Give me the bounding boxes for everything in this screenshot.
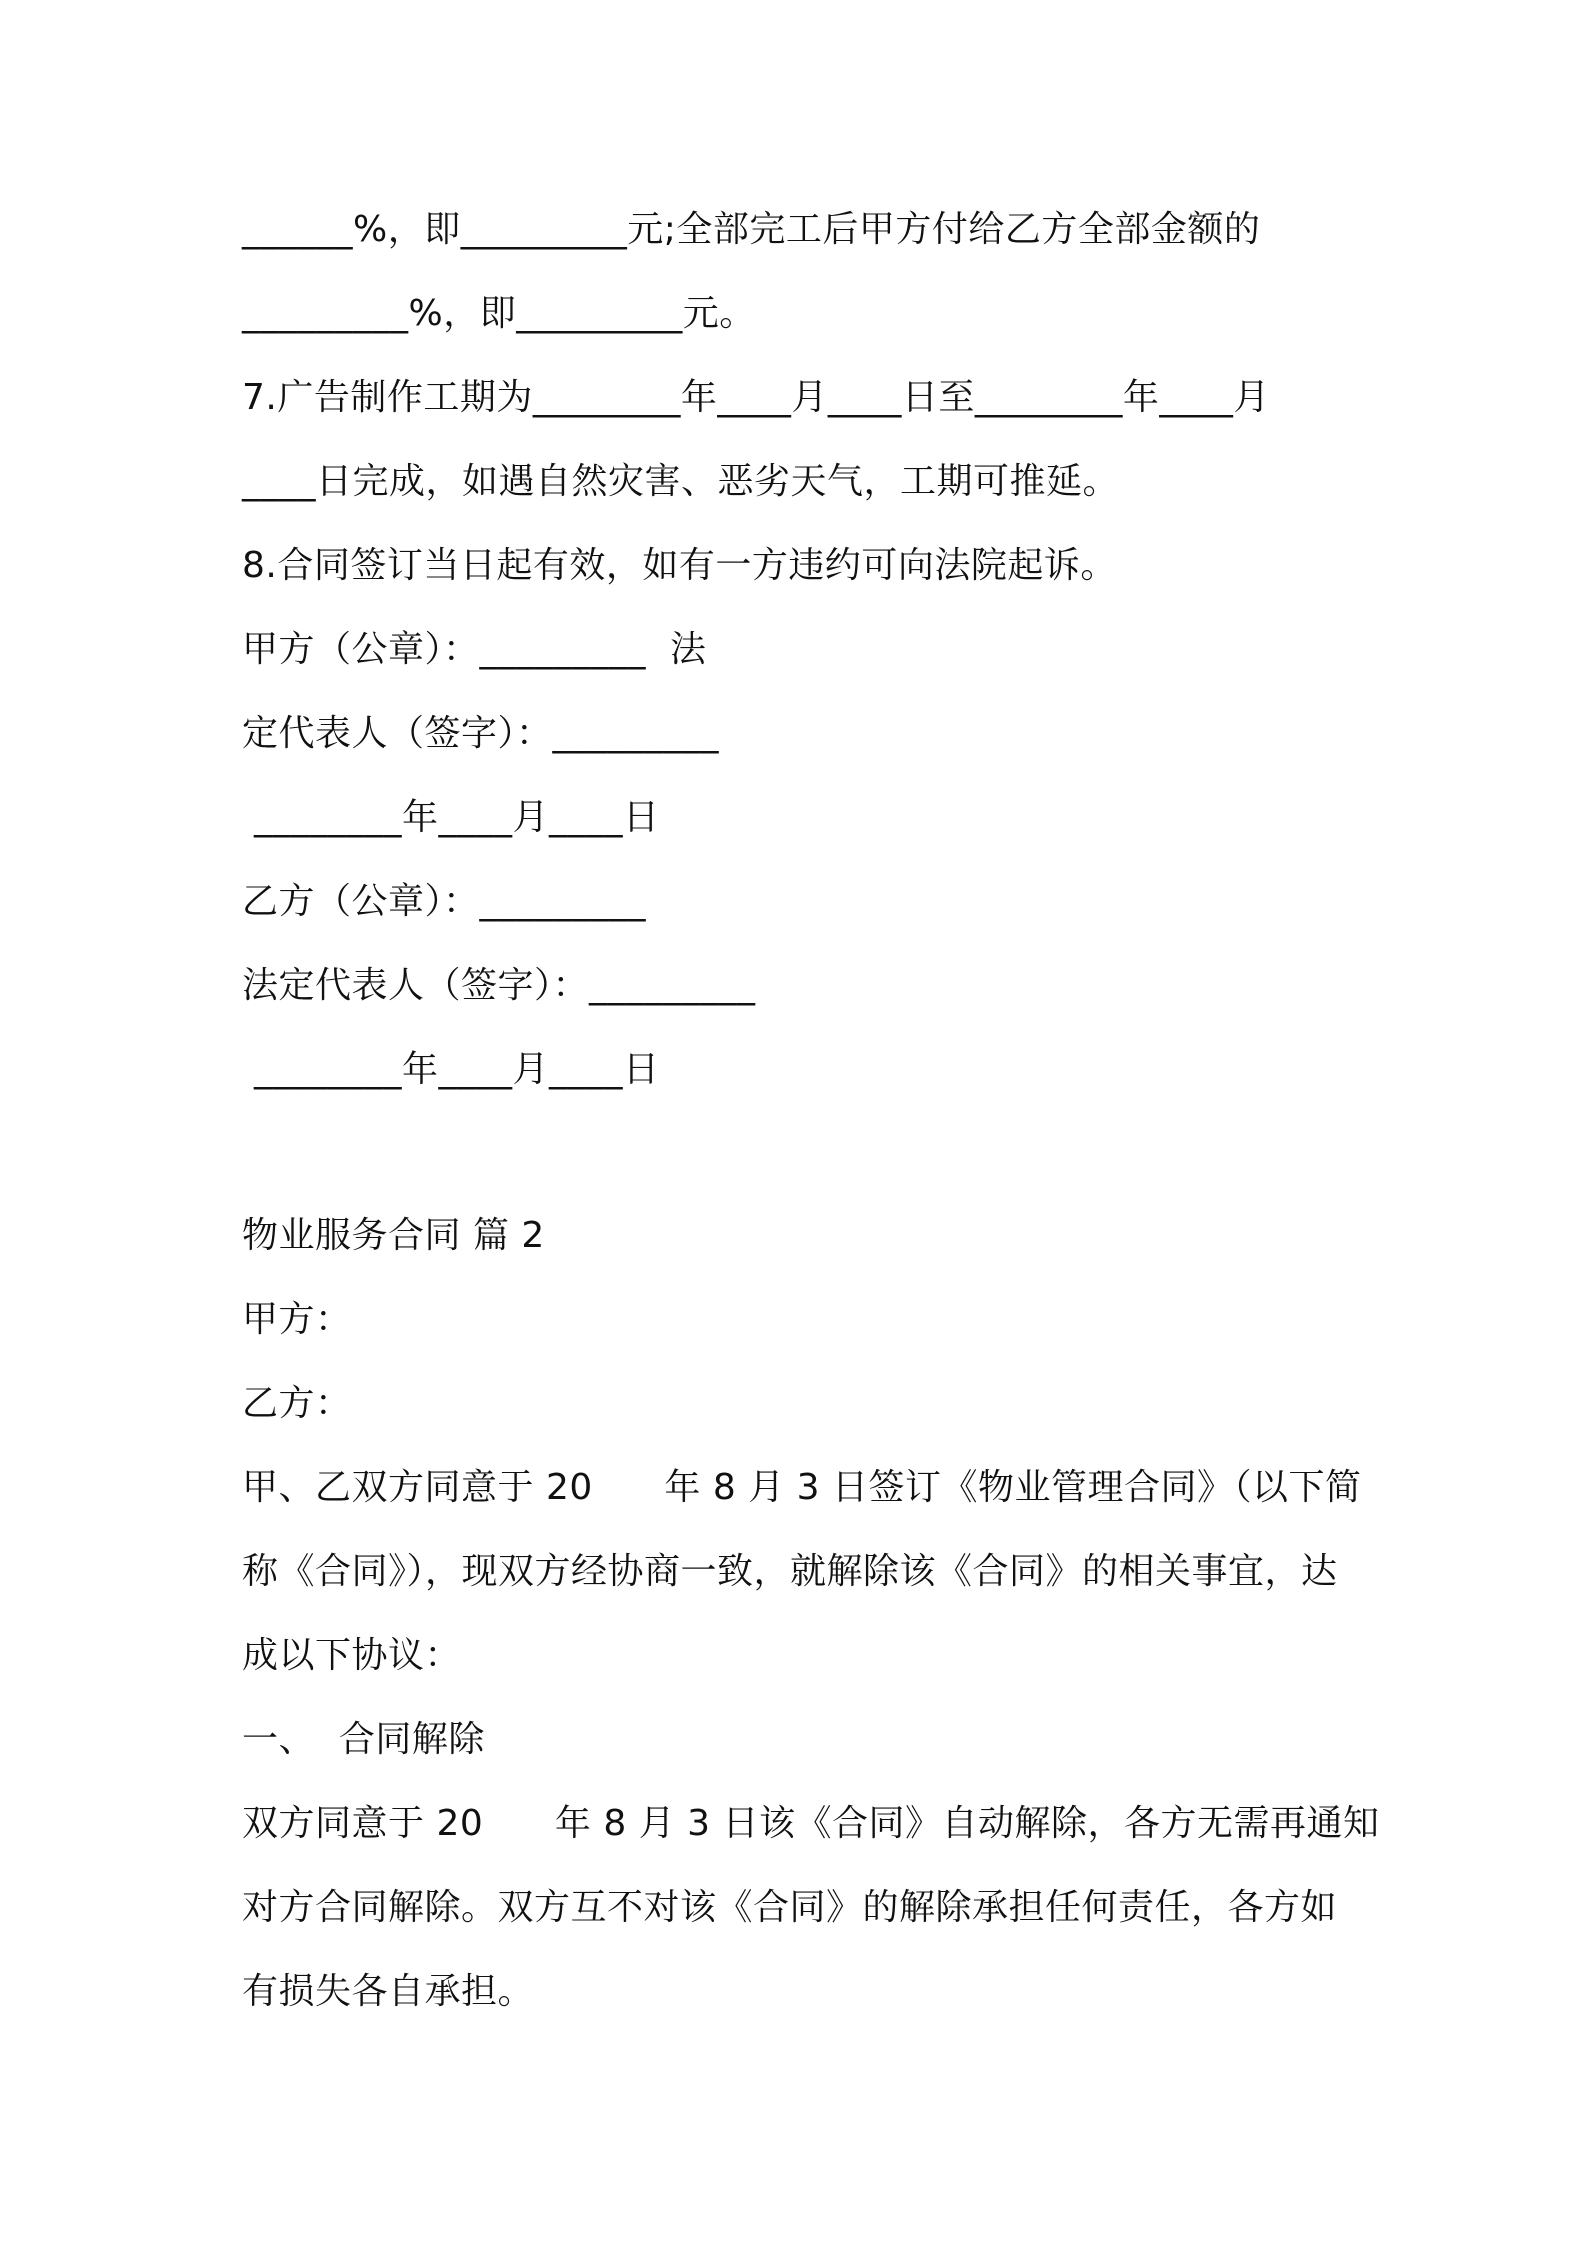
text-line: 8.合同签订当日起有效，如有一方违约可向法院起诉。 (242, 545, 1117, 586)
text-line: 称《合同》），现双方经协商一致，就解除该《合同》的相关事宜，达 (242, 1551, 1338, 1592)
party-b-seal-line: 乙方（公章）：_________ (242, 881, 647, 922)
text-line: 对方合同解除。双方互不对该《合同》的解除承担任何责任，各方如 (242, 1887, 1338, 1928)
clause-heading: 一、 合同解除 (242, 1719, 485, 1760)
party-b-label: 乙方： (242, 1383, 352, 1424)
party-a-signature-line: 定代表人（签字）：_________ (242, 713, 720, 754)
text-line: 有损失各自承担。 (242, 1971, 535, 2012)
text-line: 7.广告制作工期为________年____月____日至________年____月 (242, 377, 1270, 418)
party-a-seal-line: 甲方（公章）：_________ 法 (242, 629, 707, 670)
text-line: ____日完成，如遇自然灾害、恶劣天气，工期可推延。 (242, 461, 1120, 502)
text-line: 甲、乙双方同意于 20 年 8 月 3 日签订《物业管理合同》（以下简 (242, 1467, 1362, 1508)
party-b-signature-line: 法定代表人（签字）：_________ (242, 965, 756, 1006)
text-line: ______%，即_________元;全部完工后甲方付给乙方全部金额的 (242, 209, 1261, 250)
section-title: 物业服务合同 篇 2 (242, 1215, 545, 1256)
text-line: 双方同意于 20 年 8 月 3 日该《合同》自动解除，各方无需再通知 (242, 1803, 1380, 1844)
text-line: _________%，即_________元。 (242, 293, 756, 334)
party-a-date-line: ________年____月____日 (242, 797, 660, 838)
text-line: 成以下协议： (242, 1635, 462, 1676)
party-a-label: 甲方： (242, 1299, 352, 1340)
party-b-date-line: ________年____月____日 (242, 1049, 660, 1090)
